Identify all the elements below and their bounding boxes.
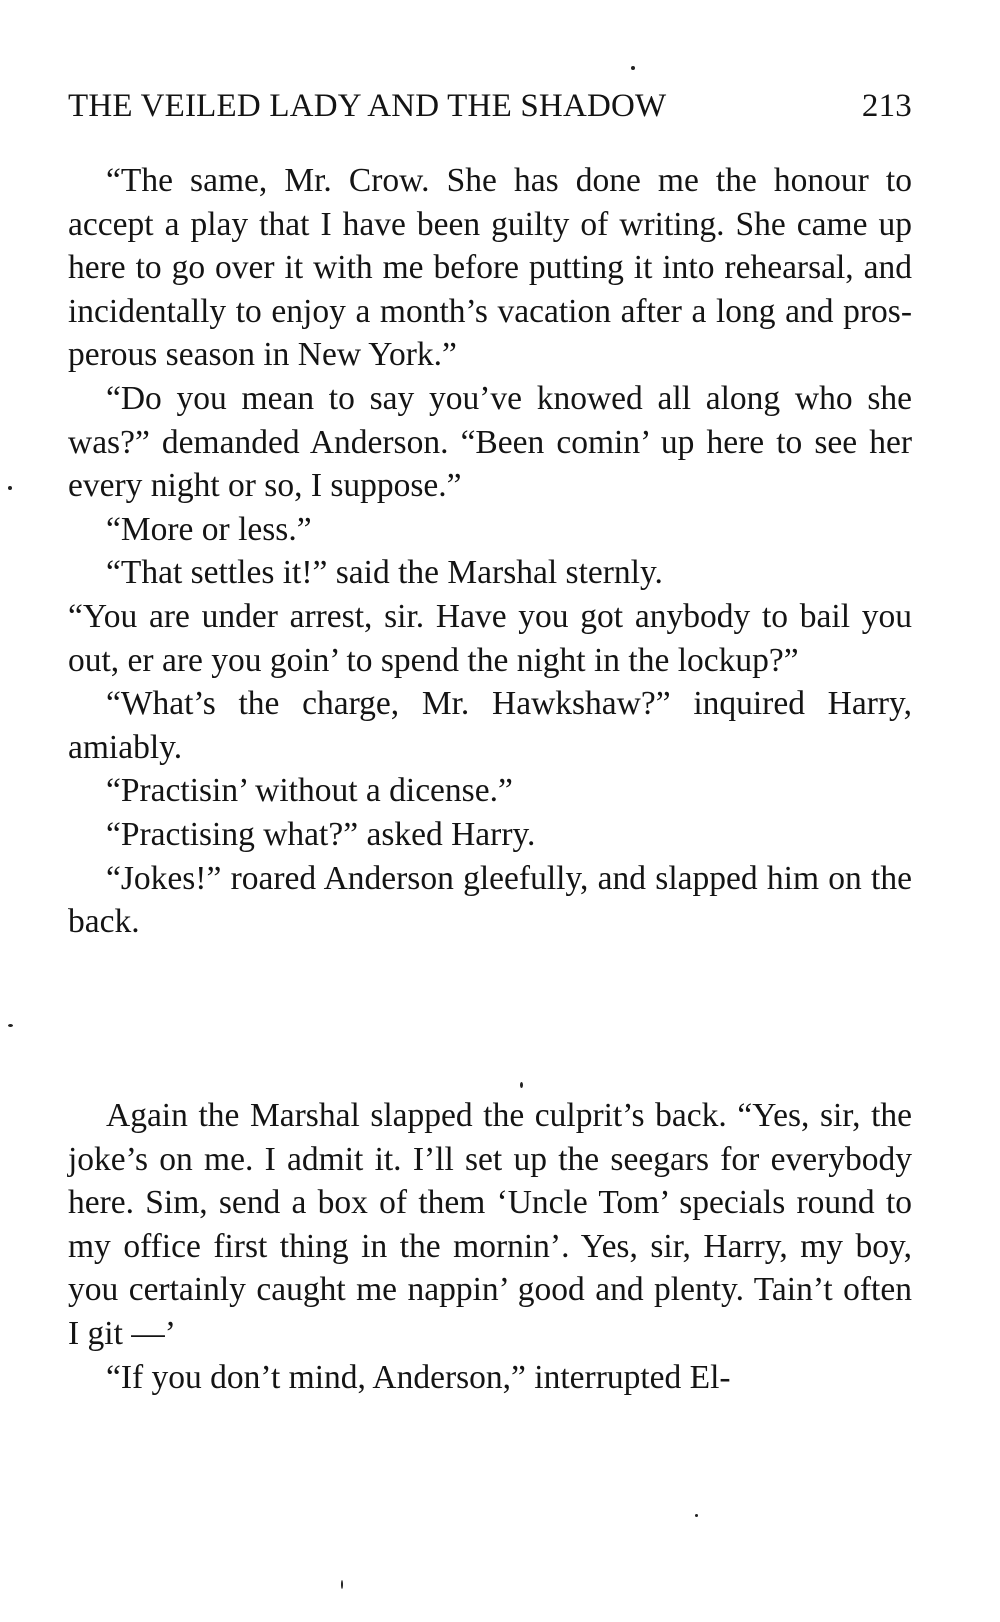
paragraph: “Do you mean to say you’ve knowed all along who she was?” demanded Anderson. “Been comin’ up here to see her every night or so, I suppose.” (68, 379, 912, 505)
running-title: THE VEILED LADY AND THE SHADOW (68, 88, 667, 124)
scan-speck (695, 1514, 698, 1517)
body-text-upper (68, 159, 912, 944)
paragraph: Again the Marshal slapped the culprit’s back. “Yes, sir, the joke’s on me. I admit it. I’ll set up the seegars for everybody here. Sim, send a box of them ‘Uncle Tom’ specials round to my office first thing in the mornin’. Yes, sir, Harry, my boy, you certainly caught me nappin’ good and plenty. Tain’t often I git —’ (68, 1097, 912, 1352)
scan-speck (341, 1580, 343, 1589)
paragraph: “You are under arrest, sir. Have you got anybody to bail you out, er are you goin’ to spend the night in the lockup?” (68, 597, 912, 679)
paragraph: “The same, Mr. Crow. She has done me the honour to accept a play that I have been guilty of writing. She came up here to go over it with me before putting it into rehearsal, and incidentally to enjoy a month’s vacation after a long and prosperous season in New York.” (68, 162, 912, 374)
scan-speck (631, 66, 635, 70)
paragraph: “Practising what?” asked Harry. (106, 815, 536, 853)
paragraph: “That settles it!” said the Marshal sternly. (106, 554, 663, 592)
page-number: 213 (861, 88, 912, 124)
paragraph: “Jokes!” roared Anderson gleefully, and slapped him on the back. (68, 859, 912, 941)
page-header (68, 88, 912, 136)
paragraph: “If you don’t mind, Anderson,” interrupted El- (106, 1358, 731, 1396)
scan-speck (520, 1082, 523, 1088)
scan-speck (8, 486, 12, 490)
paragraph: “What’s the charge, Mr. Hawkshaw?” inquired Harry, amiably. (68, 685, 912, 766)
scan-speck (8, 1024, 13, 1027)
paragraph: “Practisin’ without a dicense.” (106, 772, 513, 810)
paragraph: “More or less.” (106, 510, 312, 548)
body-text-lower (68, 1094, 912, 1399)
